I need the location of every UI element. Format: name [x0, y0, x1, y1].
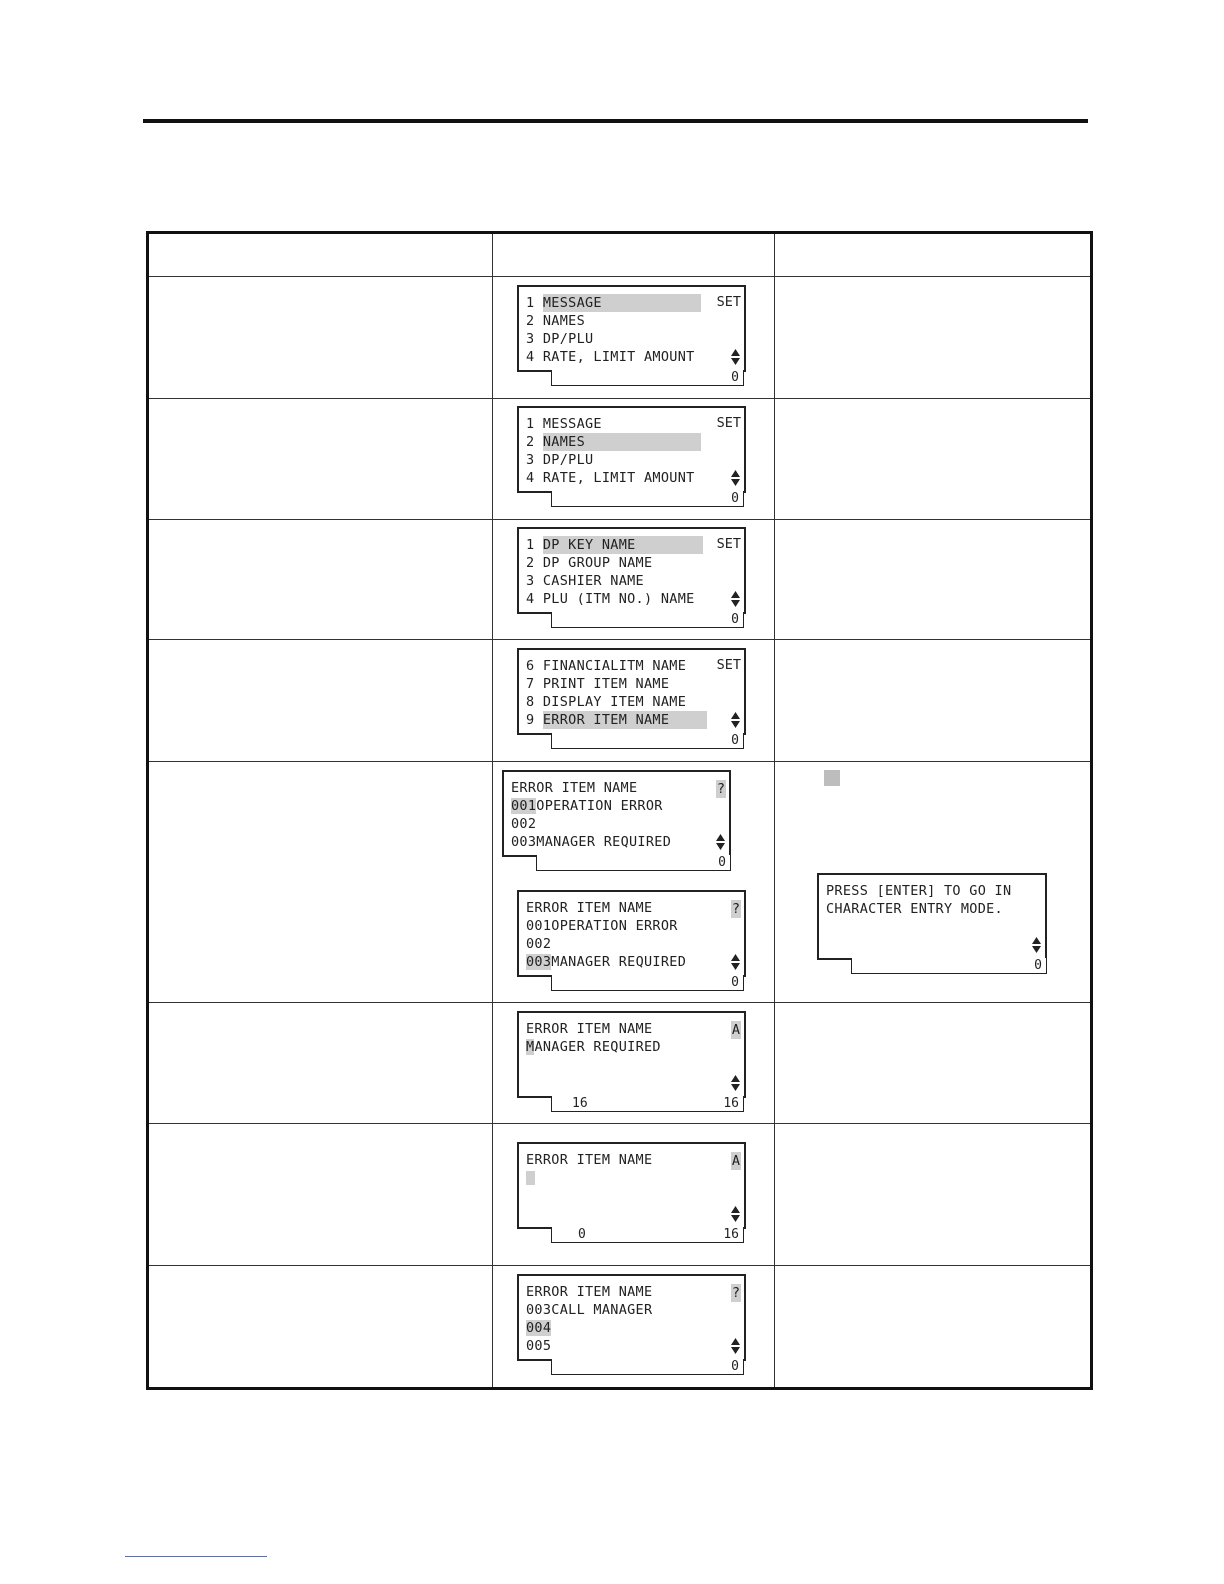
status-label: ? [731, 901, 740, 917]
menu-line-1: 1 MESSAGE [526, 294, 701, 312]
row-divider [149, 761, 1090, 762]
menu-line-4: 4 RATE, LIMIT AMOUNT [526, 470, 695, 486]
status-label: ? [716, 781, 725, 797]
selected-code: 003 [526, 954, 552, 970]
menu-line-4: 4 PLU (ITM NO.) NAME [526, 591, 695, 607]
list-line-1: 001OPERATION ERROR [511, 798, 663, 814]
menu-line-3: 3 DP/PLU [526, 452, 594, 468]
status-label: SET [716, 536, 741, 552]
lcd-panel [517, 648, 746, 735]
menu-line-1: 6 FINANCIALITM NAME [526, 658, 687, 674]
counter-bar: 0 [551, 975, 744, 991]
row-divider [149, 639, 1090, 640]
scroll-arrows-icon [731, 712, 740, 728]
menu-line-4: 9 ERROR ITEM NAME [526, 711, 707, 729]
lcd-panel [517, 285, 746, 372]
highlighted-item: MESSAGE [543, 294, 701, 312]
list-line-2: 002 [526, 936, 552, 952]
highlighted-item: NAMES [543, 433, 701, 451]
list-line-2: 002 [511, 816, 537, 832]
counter-bar: 0 [551, 733, 744, 749]
scroll-arrows-icon [716, 834, 725, 850]
screen-title: ERROR ITEM NAME [526, 1284, 653, 1300]
message-line-1: PRESS [ENTER] TO GO IN [826, 883, 1012, 899]
menu-line-1: 1 MESSAGE [526, 416, 602, 432]
counter-bar: 0 [551, 612, 744, 628]
status-label: SET [716, 657, 741, 673]
menu-line-4: 4 RATE, LIMIT AMOUNT [526, 349, 695, 365]
counter-bar: 0 [551, 370, 744, 386]
status-label: SET [716, 294, 741, 310]
scroll-arrows-icon [731, 349, 740, 365]
footer-link-underline [125, 1556, 267, 1557]
header-row-divider [149, 276, 1090, 277]
counter-bar: 0 [851, 958, 1047, 974]
scroll-arrows-icon [731, 1075, 740, 1091]
menu-line-2: 7 PRINT ITEM NAME [526, 676, 670, 692]
row-divider [149, 398, 1090, 399]
cursor-char: M [526, 1039, 535, 1055]
row-divider [149, 519, 1090, 520]
lcd-panel [502, 770, 731, 857]
status-label: ? [731, 1285, 740, 1301]
column-divider [774, 234, 775, 1387]
counter-bar: 0 [551, 1359, 744, 1375]
menu-line-2: 2 NAMES [526, 433, 701, 451]
row-divider [149, 1265, 1090, 1266]
list-line-1: 003CALL MANAGER [526, 1302, 653, 1318]
highlighted-item: DP KEY NAME [543, 536, 703, 554]
counter-bar: 0 [536, 855, 731, 871]
screen-title: ERROR ITEM NAME [526, 1021, 653, 1037]
column-divider [492, 234, 493, 1387]
list-line-2 [526, 1319, 551, 1337]
lcd-panel [517, 406, 746, 493]
list-line-3: 005 [526, 1338, 552, 1354]
scroll-arrows-icon [731, 954, 740, 970]
counter-bar: 16 16 [551, 1096, 744, 1112]
list-line-3: 003MANAGER REQUIRED [526, 954, 687, 970]
status-label: A [731, 1153, 740, 1169]
lcd-panel [517, 527, 746, 614]
menu-line-3: 3 CASHIER NAME [526, 573, 644, 589]
screen-title: ERROR ITEM NAME [526, 1152, 653, 1168]
menu-line-2: 2 NAMES [526, 313, 585, 329]
lcd-panel [517, 1011, 746, 1098]
lcd-panel [817, 873, 1047, 960]
lcd-panel [517, 1142, 746, 1229]
selected-code: 004 [526, 1320, 552, 1336]
status-label: A [731, 1022, 740, 1038]
row-divider [149, 1002, 1090, 1003]
counter-bar: 0 [551, 491, 744, 507]
message-line-2: CHARACTER ENTRY MODE. [826, 901, 1003, 917]
row-divider [149, 1123, 1090, 1124]
scroll-arrows-icon [731, 1206, 740, 1222]
top-rule [143, 119, 1088, 123]
screen-title: ERROR ITEM NAME [511, 780, 638, 796]
screen-title: ERROR ITEM NAME [526, 900, 653, 916]
scroll-arrows-icon [1032, 937, 1041, 953]
list-line-3: 003MANAGER REQUIRED [511, 834, 672, 850]
status-label: SET [716, 415, 741, 431]
menu-line-1: 1 DP KEY NAME [526, 536, 703, 554]
scroll-arrows-icon [731, 1338, 740, 1354]
lcd-panel [517, 890, 746, 977]
lcd-panel [517, 1274, 746, 1361]
entry-line [526, 1169, 535, 1187]
entry-line: MANAGER REQUIRED [526, 1039, 661, 1055]
scroll-arrows-icon [731, 591, 740, 607]
scroll-arrows-icon [731, 470, 740, 486]
menu-line-2: 2 DP GROUP NAME [526, 555, 653, 571]
highlighted-item: ERROR ITEM NAME [543, 711, 707, 729]
menu-line-3: 8 DISPLAY ITEM NAME [526, 694, 687, 710]
cursor-legend-square [824, 770, 840, 786]
menu-line-3: 3 DP/PLU [526, 331, 594, 347]
cursor-block [526, 1171, 535, 1185]
counter-bar: 0 16 [551, 1227, 744, 1243]
list-line-1: 001OPERATION ERROR [526, 918, 678, 934]
selected-code: 001 [511, 798, 537, 814]
